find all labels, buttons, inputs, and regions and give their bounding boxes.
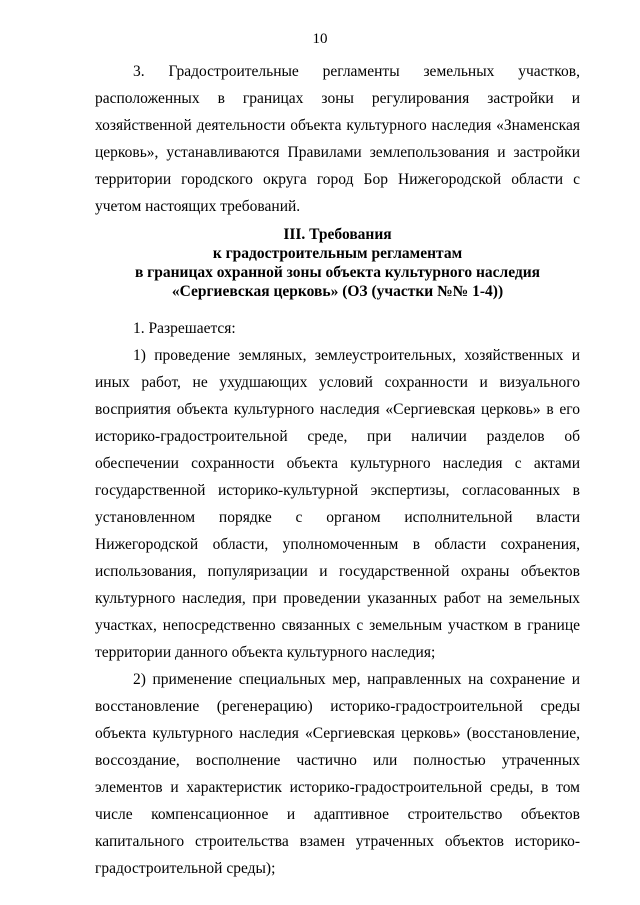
document-body	[95, 58, 580, 882]
allowed-label: 1. Разрешается:	[133, 320, 236, 337]
section-heading-line-2: к градостроительным регламентам	[212, 245, 463, 262]
page-number: 10	[312, 31, 328, 47]
paragraph-3: 3. Градостроительные регламенты земельных участков, расположенных в границах зоны регулирования застройки и хозяйственной деятельности объекта культурного наследия «Знаменская церковь», устанавливаются Правилами землепользования и застройки территории городского округа город Бор Нижегородской области с учетом настоящих требований.	[95, 63, 580, 215]
section-heading-line-1: III. Требования	[283, 226, 392, 243]
section-heading	[95, 225, 580, 301]
list-item-2: 2) применение специальных мер, направленных на сохранение и восстановление (регенерацию) историко-градостроительной среды объекта культурного наследия «Сергиевская церковь» (восстановление, воссоздание, восполнение частично или полностью утраченных элементов и характеристик историко-градостроительной среды, в том числе компенсационное и адаптивное строительство объектов капитального строительства взамен утраченных объектов историко-градостроительной среды);	[95, 671, 580, 877]
section-heading-line-3: в границах охранной зоны объекта культурного наследия	[134, 264, 541, 281]
section-heading-line-4: «Сергиевская церковь» (ОЗ (участки №№ 1-4))	[171, 283, 504, 300]
list-item-1: 1) проведение земляных, землеустроительных, хозяйственных и иных работ, не ухудшающих условий сохранности и визуального восприятия объекта культурного наследия «Сергиевская церковь» в его историко-градостроительной среде, при наличии разделов об обеспечении сохранности объекта культурного наследия с актами государственной историко-культурной экспертизы, согласованных в установленном порядке с органом исполнительной власти Нижегородской области, уполномоченным в области сохранения, использования, популяризации и государственной охраны объектов культурного наследия, при проведении указанных работ на земельных участках, непосредственно связанных с земельным участком в границе территории данного объекта культурного наследия;	[95, 347, 580, 661]
